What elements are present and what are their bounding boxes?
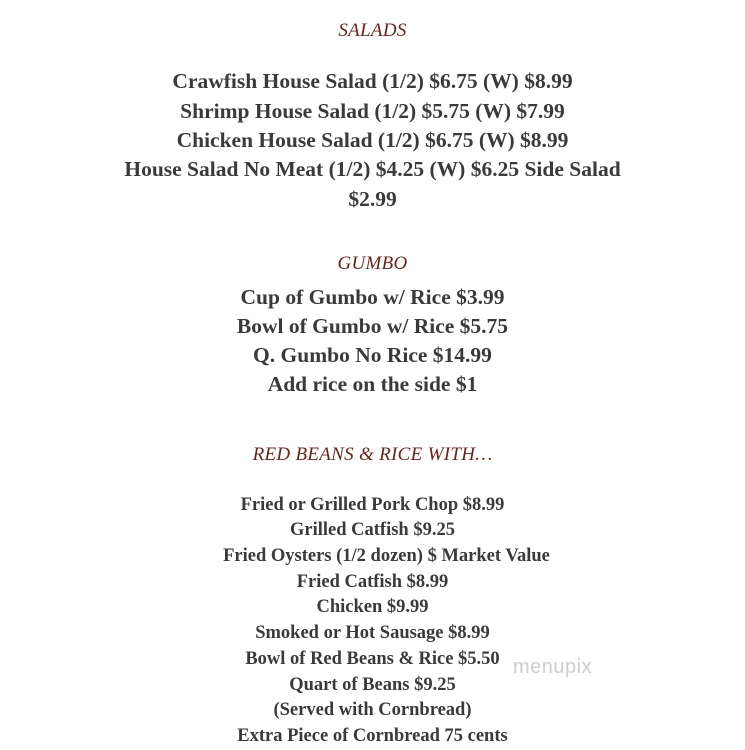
menu-item: Quart of Beans $9.25 — [289, 675, 456, 695]
menu-item: Q. Gumbo No Rice $14.99 — [253, 343, 492, 367]
menu-item: $2.99 — [348, 187, 397, 211]
menu-item: Smoked or Hot Sausage $8.99 — [255, 623, 490, 643]
salads-heading: SALADS — [338, 20, 407, 41]
menu-item: Grilled Catfish $9.25 — [290, 520, 455, 540]
menu-item: Chicken $9.99 — [316, 597, 429, 617]
menu-item: Fried Oysters (1/2 dozen) $ Market Value — [223, 546, 550, 566]
menu-item: Fried Catfish $8.99 — [296, 572, 449, 592]
menu-item: Cup of Gumbo w/ Rice $3.99 — [240, 285, 505, 309]
menu-item: House Salad No Meat (1/2) $4.25 (W) $6.25 Side Salad — [124, 157, 621, 181]
menu-item: Fried or Grilled Pork Chop $8.99 — [240, 495, 505, 515]
menu-item: Add rice on the side $1 — [267, 372, 478, 396]
menu-item: Crawfish House Salad (1/2) $6.75 (W) $8.99 — [172, 69, 573, 93]
menu-item: Chicken House Salad (1/2) $6.75 (W) $8.99 — [176, 128, 569, 152]
menu-item: Bowl of Red Beans & Rice $5.50 — [245, 649, 500, 669]
menu-item: (Served with Cornbread) — [273, 700, 472, 720]
red-beans-heading: RED BEANS & RICE WITH… — [252, 444, 493, 465]
gumbo-heading: GUMBO — [337, 253, 408, 274]
menu-item: Bowl of Gumbo w/ Rice $5.75 — [236, 314, 509, 338]
menu-item: Shrimp House Salad (1/2) $5.75 (W) $7.99 — [180, 99, 565, 123]
watermark: menupix — [513, 656, 593, 678]
menu-item: Extra Piece of Cornbread 75 cents — [237, 726, 508, 746]
